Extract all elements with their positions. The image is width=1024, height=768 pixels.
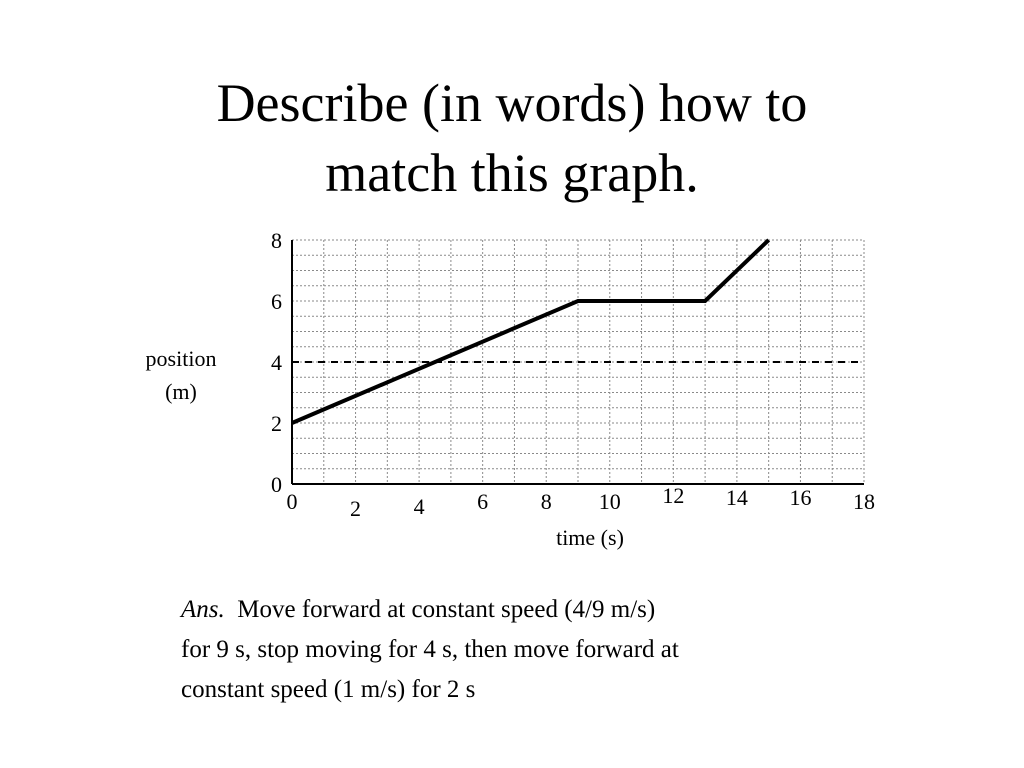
answer-line-2: for 9 s, stop moving for 4 s, then move forward at [181, 636, 679, 663]
answer-line-1-text: Move forward at constant speed (4/9 m/s) [237, 596, 656, 623]
y-tick-label: 6 [271, 289, 282, 314]
answer-text [181, 590, 901, 710]
y-tick-label: 8 [271, 228, 282, 253]
y-tick-labels [271, 228, 282, 497]
y-tick-label: 0 [271, 472, 282, 497]
y-axis-label-line-2: (m) [165, 379, 197, 404]
x-axis-label: time (s) [556, 525, 624, 550]
x-tick-label: 10 [598, 489, 621, 514]
x-tick-label: 0 [286, 489, 298, 514]
y-axis-label-line-1: position [145, 346, 217, 371]
answer-line-3: constant speed (1 m/s) for 2 s [181, 676, 476, 703]
x-tick-labels [287, 483, 876, 521]
y-tick-label: 2 [271, 411, 282, 436]
slide-title-line-2: match this graph. [325, 143, 699, 203]
x-tick-label: 14 [725, 485, 748, 510]
answer-line-1 [181, 590, 901, 630]
answer-prefix: Ans. [181, 596, 225, 623]
x-tick-label: 12 [662, 483, 685, 508]
x-tick-label: 4 [413, 494, 425, 519]
y-tick-label: 4 [271, 350, 282, 375]
x-tick-label: 8 [540, 489, 552, 514]
x-tick-label: 18 [853, 489, 875, 514]
x-tick-label: 2 [350, 496, 362, 521]
slide-title-line-1: Describe (in words) how to [216, 73, 808, 133]
x-tick-label: 16 [789, 485, 812, 510]
x-tick-label: 6 [477, 489, 489, 514]
